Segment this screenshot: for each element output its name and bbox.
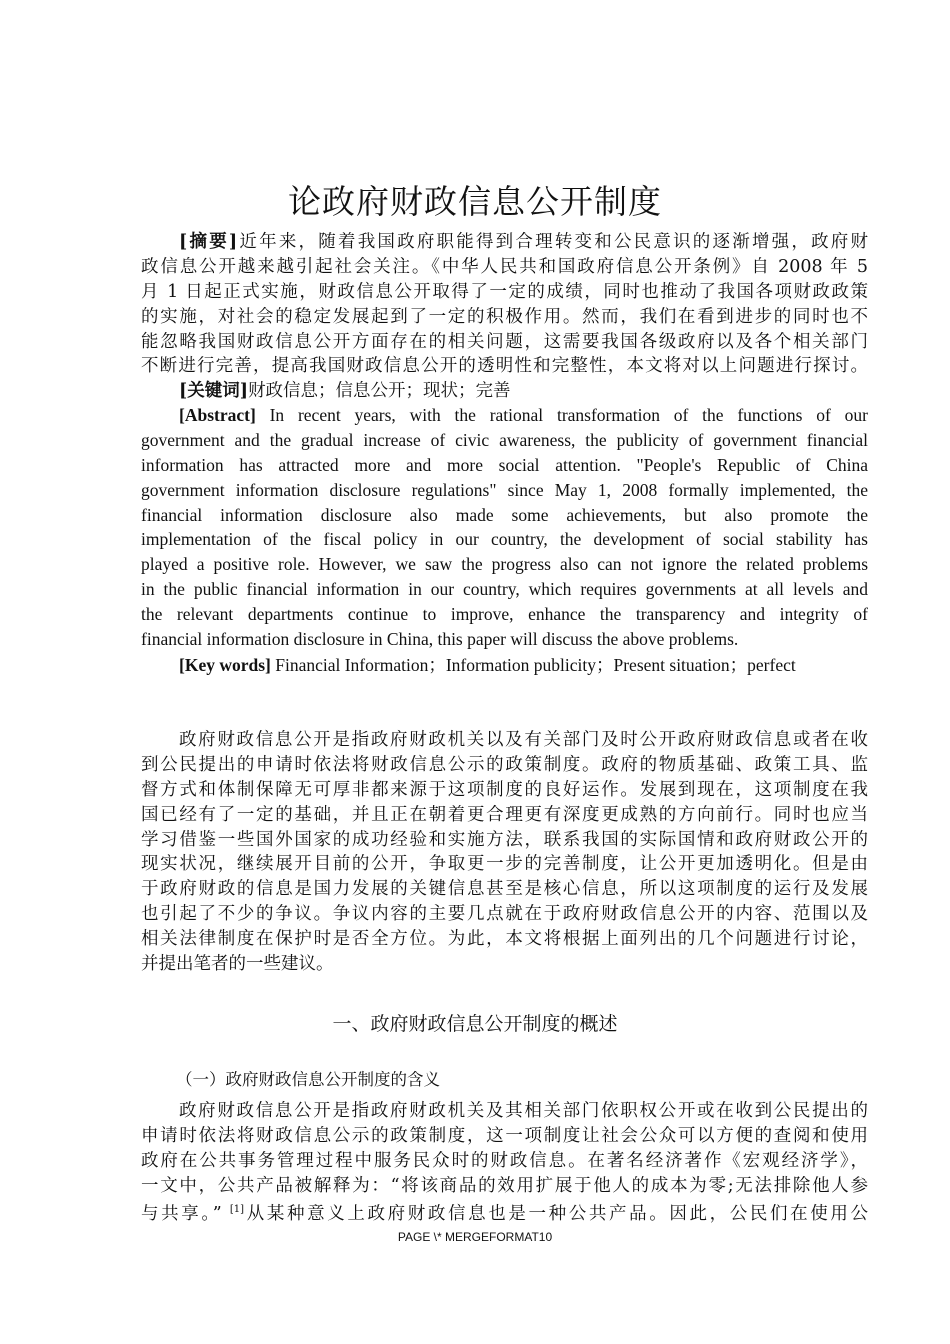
section-label: [Abstract]: [179, 405, 256, 425]
keywords-en-text: Financial Information；Information publicity；Present situation；perfect: [270, 655, 796, 675]
text-line: [141, 952, 868, 977]
section-label: [摘要]: [179, 232, 238, 252]
text-line: [141, 280, 868, 305]
line-text: 国已经有了一定的基础，并且正在朝着更合理更有深度更成熟的方向前行。同时也应当: [141, 804, 868, 825]
subsection-heading: （一）政府财政信息公开制度的含义: [176, 1070, 440, 1089]
text-line: [141, 428, 868, 453]
section-paragraph-last-line: [141, 1198, 868, 1223]
text-line: [141, 453, 868, 478]
text-line: [141, 527, 868, 552]
line-text: 督方式和体制保障无可厚非都来源于这项制度的良好运作。发展到现在，这项制度在我: [141, 779, 868, 800]
line-text: 一文中，公共产品被解释为：“将该商品的效用扩展于他人的成本为零;无法排除他人参: [141, 1175, 868, 1196]
line-text: the relevant departments continue to improve, enhance the transparency and integrity of: [141, 604, 868, 625]
document-title: 论政府财政信息公开制度: [288, 182, 662, 221]
abstract-chinese: [141, 230, 868, 379]
text-line: [141, 577, 868, 602]
text-line: [141, 902, 868, 927]
text-line: [141, 1149, 868, 1174]
line-text: 政信息公开越来越引起社会关注。《中华人民共和国政府信息公开条例》自 2008 年 5: [141, 256, 868, 277]
text-line: [141, 478, 868, 503]
line-text: 的实施，对社会的稳定发展起到了一定的积极作用。然而，我们在看到进步的同时也不: [141, 306, 868, 327]
text-line: [141, 877, 868, 902]
keywords-en-label: [Key words]: [179, 655, 271, 675]
text-line: [141, 602, 868, 627]
keywords-chinese: [141, 379, 868, 404]
text-line: [141, 503, 868, 528]
line-text: 月 1 日起正式实施，财政信息公开取得了一定的成绩，同时也推动了我国各项财政政策: [141, 281, 868, 302]
keywords-english: [141, 653, 868, 678]
text-line: [141, 753, 868, 778]
text-line: [141, 728, 868, 753]
keywords-text: 财政信息；信息公开；现状；完善: [248, 381, 511, 401]
text-segment: 与共享。”: [141, 1203, 230, 1224]
line-text: 并提出笔者的一些建议。: [141, 954, 334, 975]
line-text: In recent years, with the rational transformation of the functions of our: [255, 405, 868, 425]
line-text: financial information disclosure in China, this paper will discuss the above problems.: [141, 629, 739, 650]
text-line: [141, 255, 868, 280]
text-line: [141, 627, 868, 652]
line-text: in the public financial information in our country, which requires governments at all levels and: [141, 579, 868, 600]
line-text: 于政府财政的信息是国力发展的关键信息甚至是核心信息，所以这项制度的运行及发展: [141, 879, 868, 900]
line-text: government information disclosure regulations" since May 1, 2008 formally implemented, the: [141, 479, 868, 500]
text-line: [141, 403, 868, 428]
text-line: [141, 305, 868, 330]
line-text: implementation of the fiscal policy in our country, the development of social stability has: [141, 529, 868, 550]
line-text: 申请时依法将财政信息公示的政策制度，这一项制度让社会公众可以方便的查阅和使用: [141, 1125, 868, 1146]
text-line: [141, 354, 868, 379]
line-text: 到公民提出的申请时依法将财政信息公示的政策制度。政府的物质基础、政策工具、监: [141, 754, 868, 775]
citation-marker[interactable]: [1]: [229, 1204, 245, 1215]
text-line: [141, 803, 868, 828]
text-segment: 从某种意义上政府财政信息也是一种公共产品。因此，公民们在使用公: [244, 1203, 869, 1224]
keywords-label: [关键词]: [179, 381, 249, 401]
text-line: [141, 1099, 868, 1124]
line-text: 现实状况，继续展开目前的公开，争取更一步的完善制度，让公开更加透明化。但是由: [141, 854, 868, 875]
line-text: 也引起了不少的争议。争议内容的主要几点就在于政府财政信息公开的内容、范围以及: [141, 904, 868, 925]
line-text: played a positive role. However, we saw the progress also can not ignore the related problems: [141, 554, 868, 575]
line-text: information has attracted more and more social attention. "People's Republic of China: [141, 454, 868, 475]
line-text: 政府在公共事务管理过程中服务民众时的财政信息。在著名经济著作《宏观经济学》，: [141, 1150, 868, 1171]
text-line: [141, 852, 868, 877]
line-text: 相关法律制度在保护时是否全方位。为此，本文将根据上面列出的几个问题进行讨论，: [141, 929, 868, 950]
abstract-english: [141, 403, 868, 652]
line-text: 政府财政信息公开是指政府财政机关以及有关部门及时公开政府财政信息或者在收: [179, 730, 868, 750]
text-line: [141, 927, 868, 952]
line-text: 能忽略我国财政信息公开方面存在的相关问题，这需要我国各级政府以及各个相关部门: [141, 331, 868, 352]
line-text: 学习借鉴一些国外国家的成功经验和实施方法，联系我国的实际国情和政府财政公开的: [141, 829, 868, 850]
section-paragraph: [141, 1099, 868, 1199]
text-line: [141, 828, 868, 853]
text-line: [141, 330, 868, 355]
text-line: [141, 1124, 868, 1149]
section-heading: 一、政府财政信息公开制度的概述: [332, 1013, 618, 1035]
line-text: 政府财政信息公开是指政府财政机关及其相关部门依职权公开或在收到公民提出的: [179, 1101, 868, 1121]
line-text: 近年来，随着我国政府职能得到合理转变和公民意识的逐渐增强，政府财: [237, 232, 869, 252]
text-line: [141, 1174, 868, 1199]
text-line: [141, 778, 868, 803]
line-text: 不断进行完善，提高我国财政信息公开的透明性和完整性，本文将对以上问题进行探讨。: [141, 356, 868, 377]
text-line: [141, 230, 868, 255]
intro-paragraph: [141, 728, 868, 977]
text-line: [141, 552, 868, 577]
line-text: financial information disclosure also made some achievements, but also promote the: [141, 504, 868, 525]
page-footer-field: PAGE \* MERGEFORMAT10: [397, 1230, 553, 1244]
line-text: government and the gradual increase of civic awareness, the publicity of government financial: [141, 429, 868, 450]
